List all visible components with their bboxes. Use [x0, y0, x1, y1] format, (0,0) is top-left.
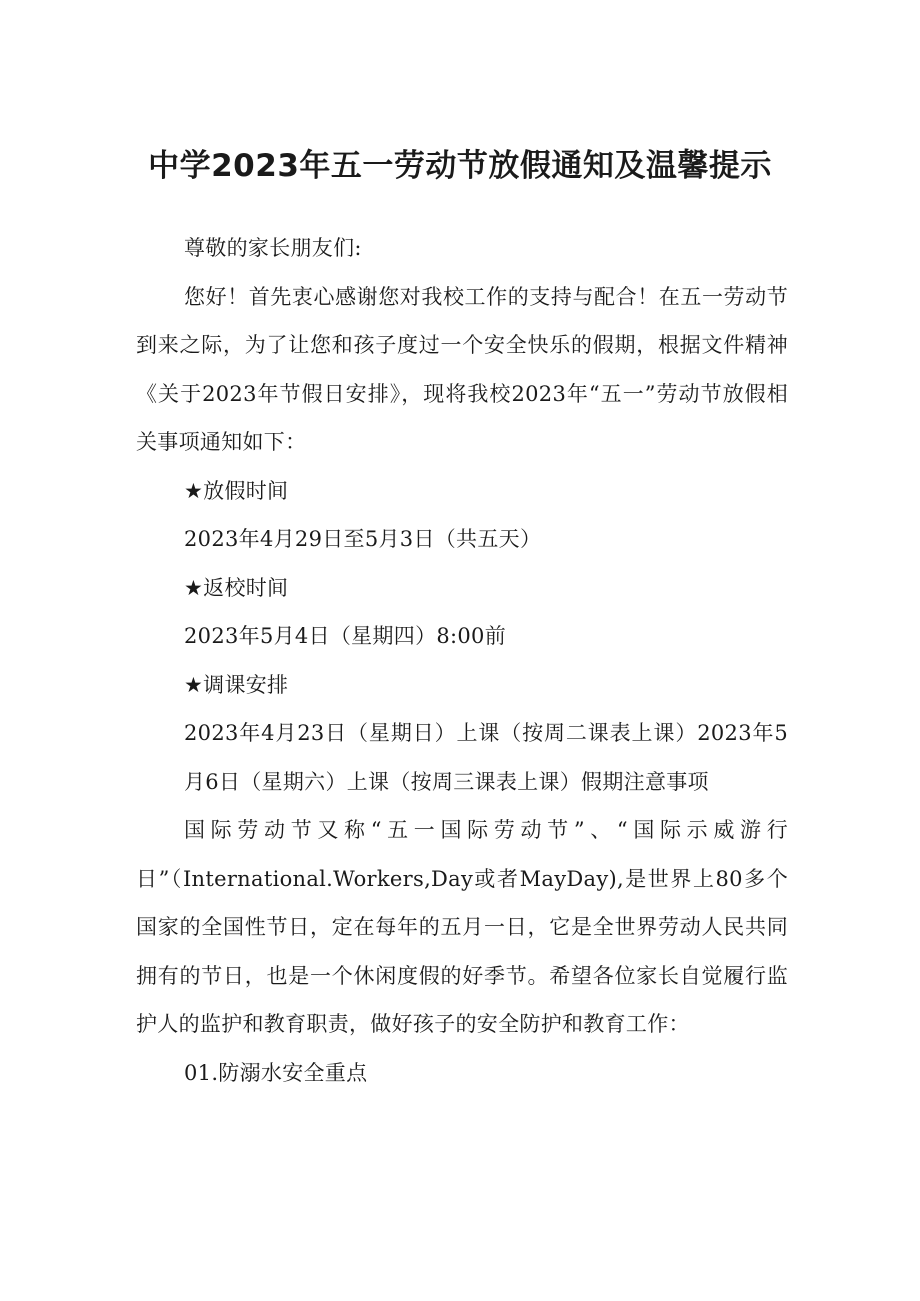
- section-content-holiday: 2023年4月29日至5月3日（共五天）: [184, 527, 542, 551]
- section-heading-label: 放假时间: [203, 478, 289, 503]
- section-heading-return: [136, 564, 788, 613]
- item-01-heading: 01.防溺水安全重点: [184, 1060, 368, 1085]
- document-body: [136, 224, 788, 1097]
- intro-paragraph: 您好！首先衷心感谢您对我校工作的支持与配合！在五一劳动节到来之际，为了让您和孩子度过一个安全快乐的假期，根据文件精神《关于2023年节假日安排》，现将我校2023年“五一”劳动节放假相关事项通知如下：: [136, 284, 788, 454]
- section-content-schedule: 2023年4月23日（星期日）上课（按周二课表上课）2023年5月6日（星期六）上课（按周三课表上课）假期注意事项: [184, 721, 788, 794]
- star-icon: ★: [184, 478, 204, 503]
- salutation: 尊敬的家长朋友们:: [184, 236, 362, 260]
- star-icon: ★: [184, 672, 204, 697]
- section-content-return: 2023年5月4日（星期四）8:00前: [184, 624, 507, 648]
- section-heading-holiday: [136, 467, 788, 516]
- section-heading-label: 返校时间: [203, 575, 289, 600]
- section-heading-label: 调课安排: [203, 672, 289, 697]
- star-icon: ★: [184, 575, 204, 600]
- page-title: 中学2023年五一劳动节放假通知及温馨提示: [148, 148, 772, 184]
- labor-day-paragraph: 国际劳动节又称“五一国际劳动节”、“国际示威游行日”（International.Workers,Day或者MayDay),是世界上80多个国家的全国性节日，定在每年的五月一日，它是全世界劳动人民共同拥有的节日，也是一个休闲度假的好季节。希望各位家长自觉履行监护人的监护和教育职责，做好孩子的安全防护和教育工作：: [136, 818, 788, 1036]
- section-heading-schedule: [136, 661, 788, 710]
